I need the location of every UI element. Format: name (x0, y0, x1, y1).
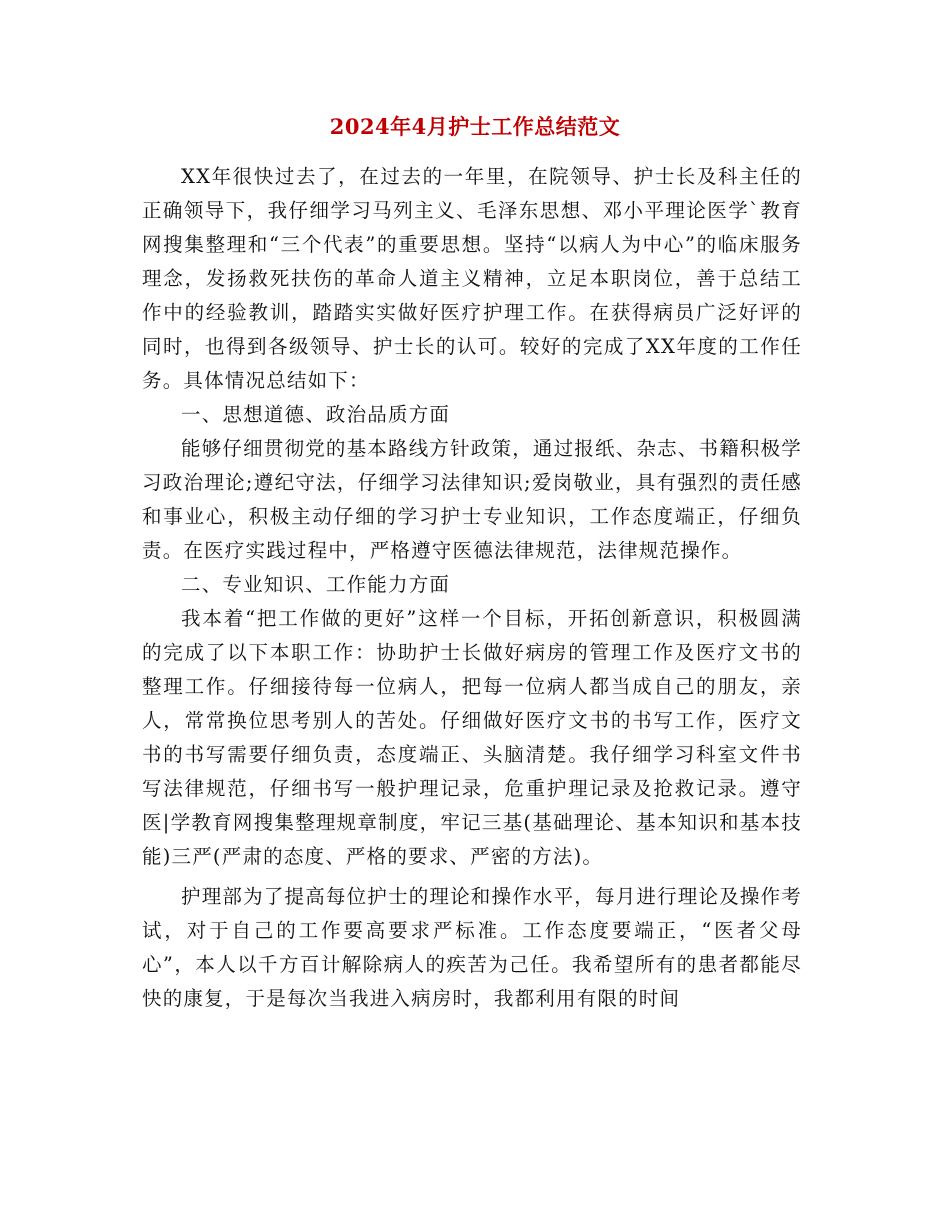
paragraph-intro: XX年很快过去了，在过去的一年里，在院领导、护士长及科主任的正确领导下，我仔细学习马列主义、毛泽东思想、邓小平理论医学`教育网搜集整理和“三个代表”的重要思想。坚持“以病人为中心”的临床服务理念，发扬救死扶伤的革命人道主义精神，立足本职岗位，善于总结工作中的经验教训，踏踏实实做好医疗护理工作。在获得病员广泛好评的同时，也得到各级领导、护士长的认可。较好的完成了XX年度的工作任务。具体情况总结如下： (142, 165, 802, 392)
document-body (142, 160, 802, 1016)
document-title: 2024年4月护士工作总结范文 (329, 114, 621, 139)
section-heading-1: 一、思想道德、政治品质方面 (181, 403, 451, 426)
paragraph-section-2: 我本着“把工作做的更好”这样一个目标，开拓创新意识，积极圆满的完成了以下本职工作：协助护士长做好病房的管理工作及医疗文书的整理工作。仔细接待每一位病人，把每一位病人都当成自己的朋友，亲人，常常换位思考别人的苦处。仔细做好医疗文书的书写工作，医疗文书的书写需要仔细负责，态度端正、头脑清楚。我仔细学习科室文件书写法律规范，仔细书写一般护理记录，危重护理记录及抢救记录。遵守医|学教育网搜集整理规章制度，牢记三基(基础理论、基本知识和基本技能)三严(严肃的态度、严格的要求、严密的方法)。 (142, 607, 802, 868)
paragraph-section-1: 能够仔细贯彻党的基本路线方针政策，通过报纸、杂志、书籍积极学习政治理论;遵纪守法，仔细学习法律知识;爱岗敬业，具有强烈的责任感和事业心，积极主动仔细的学习护士专业知识，工作态度端正，仔细负责。在医疗实践过程中，严格遵守医德法律规范，法律规范操作。 (142, 437, 803, 562)
section-heading-2: 二、专业知识、工作能力方面 (181, 573, 451, 596)
paragraph-section-2-continued: 护理部为了提高每位护士的理论和操作水平，每月进行理论及操作考试，对于自己的工作要高要求严标准。工作态度要端正，“医者父母心”，本人以千方百计解除病人的疾苦为己任。我希望所有的患者都能尽快的康复，于是每次当我进入病房时，我都利用有限的时间 (142, 885, 803, 1010)
